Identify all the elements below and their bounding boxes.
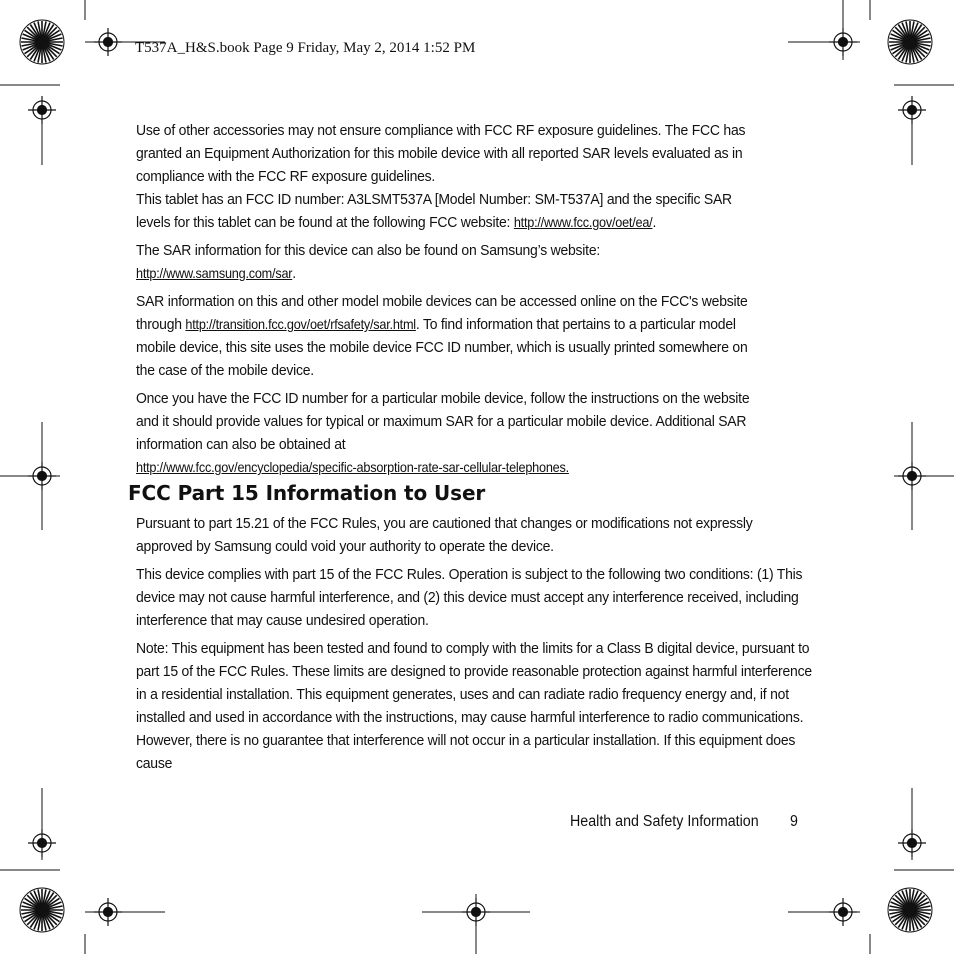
paragraph-fcc-id-instructions-text: Once you have the FCC ID number for a particular mobile device, follow the instructions on the website and it should provide values for typical or maximum SAR for a particular mobile device. Additional SAR information can also be obtained at	[136, 390, 750, 453]
page-footer	[570, 813, 798, 831]
paragraph-fcc-id-instructions	[136, 387, 762, 479]
paragraph-fcc-id	[136, 188, 762, 234]
starburst-icon	[888, 888, 932, 932]
samsung-sar-link[interactable]: http://www.samsung.com/sar	[136, 266, 293, 281]
paragraph-fcc-id-text: This tablet has an FCC ID number: A3LSMT537A [Model Number: SM-T537A] and the specific SAR levels for this tablet can be found at the following FCC website:	[136, 191, 732, 231]
starburst-icon	[20, 20, 64, 64]
body-text-top	[136, 119, 762, 484]
paragraph-fcc-id-end: .	[652, 214, 657, 231]
section-title: FCC Part 15 Information to User	[128, 481, 486, 505]
fcc-rfsafety-link[interactable]: http://transition.fcc.gov/oet/rfsafety/sar.html	[185, 317, 416, 332]
paragraph-fcc-online-text: SAR information on this and other model mobile devices can be accessed online on the FCC's website through	[136, 293, 748, 333]
registration-mark-icon	[28, 96, 56, 124]
paragraph-part-15-21: Pursuant to part 15.21 of the FCC Rules, you are cautioned that changes or modifications not expressly approved by Samsung could void your authority to operate the device.	[136, 515, 753, 555]
paragraph-fcc-online-end: . To find information that pertains to a particular model mobile device, this site uses the mobile device FCC ID number, which is usually printed somewhere on the case of the mobile device.	[136, 316, 748, 379]
paragraph-class-b-note: Note: This equipment has been tested and found to comply with the limits for a Class B digital device, pursuant to part 15 of the FCC Rules. These limits are designed to provide reasonable protection against harmful interference in a residential installation. This equipment generates, uses and can radiate radio frequency energy and, if not installed and used in accordance with the instructions, may cause harmful interference to radio communications. However, there is no guarantee that interference will not occur in a particular installation. If this equipment does cause	[136, 640, 812, 772]
paragraph-samsung-sar-end: .	[292, 265, 296, 282]
paragraph-fcc-online	[136, 290, 762, 382]
body-text-bottom	[136, 512, 812, 780]
paragraph-samsung-sar	[136, 239, 762, 285]
starburst-icon	[888, 20, 932, 64]
paragraph-accessories: Use of other accessories may not ensure compliance with FCC RF exposure guidelines. The FCC has granted an Equipment Authorization for this mobile device with all reported SAR levels evaluated as in compliance with the FCC RF exposure guidelines.	[136, 122, 746, 185]
registration-mark-icon	[898, 96, 926, 124]
page-number: 9	[789, 813, 798, 830]
book-slug-header: T537A_H&S.book Page 9 Friday, May 2, 2014 1:52 PM	[135, 40, 476, 56]
starburst-icon	[20, 888, 64, 932]
fcc-encyclopedia-link[interactable]: http://www.fcc.gov/encyclopedia/specific-absorption-rate-sar-cellular-telephones.	[136, 460, 569, 475]
fcc-ea-link[interactable]: http://www.fcc.gov/oet/ea/	[513, 215, 653, 230]
paragraph-part-15-conditions: This device complies with part 15 of the FCC Rules. Operation is subject to the following two conditions: (1) This device may not cause harmful interference, and (2) this device must accept any interference received, including interference that may cause undesired operation.	[136, 566, 803, 629]
footer-section-name: Health and Safety Information	[570, 813, 759, 830]
paragraph-samsung-sar-text: The SAR information for this device can also be found on Samsung’s website:	[136, 242, 601, 259]
